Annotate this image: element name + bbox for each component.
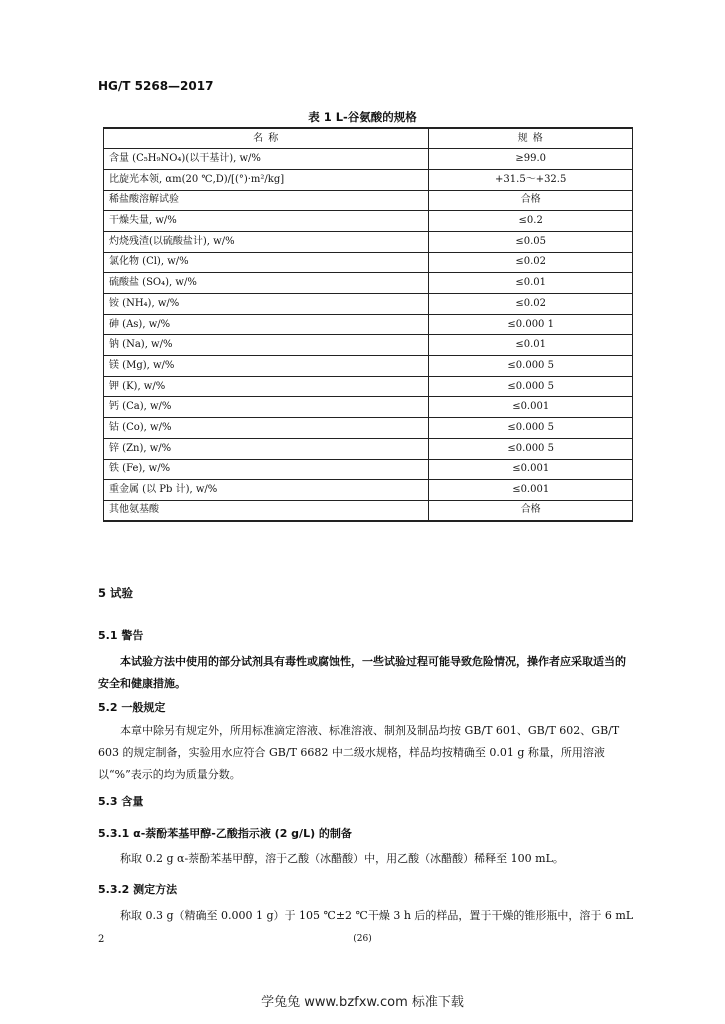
row-item-spec: ≤0.02: [429, 294, 633, 315]
row-item-spec: ≤0.001: [429, 480, 633, 501]
row-item-spec: ≥99.0: [429, 149, 633, 170]
table-row: [104, 418, 633, 439]
row-item-spec: ≤0.02: [429, 252, 633, 273]
watermark-footer: 学兔兔 www.bzfxw.com 标准下载: [261, 995, 464, 1010]
section-5-1-text: 本试验方法中使用的部分试剂具有毒性或腐蚀性，一些试验过程可能导致危险情况，操作者应采取适当的安全和健康措施。: [98, 655, 626, 690]
sequence-number: (26): [353, 934, 372, 944]
standard-code: HG/T 5268—2017: [98, 79, 214, 93]
section-5-3-2-heading: 5.3.2 测定方法: [98, 883, 178, 896]
table-row: [104, 149, 633, 170]
table-row: [104, 459, 633, 480]
table-row: [104, 314, 633, 335]
row-item-name: 硫酸盐 (SO₄), w/%: [104, 273, 429, 294]
row-item-name: 重金属 (以 Pb 计), w/%: [104, 480, 429, 501]
table-row: [104, 231, 633, 252]
section-5-1-heading: 5.1 警告: [98, 629, 144, 642]
table-row: [104, 169, 633, 190]
table-header-row: [104, 128, 633, 149]
row-item-spec: +31.5～+32.5: [429, 169, 633, 190]
row-item-spec: ≤0.000 5: [429, 356, 633, 377]
row-item-name: 镁 (Mg), w/%: [104, 356, 429, 377]
row-item-spec: ≤0.01: [429, 335, 633, 356]
row-item-name: 钙 (Ca), w/%: [104, 397, 429, 418]
row-item-spec: ≤0.000 5: [429, 418, 633, 439]
row-item-name: 其他氨基酸: [104, 500, 429, 521]
section-5-3-1-heading: 5.3.1 α-萘酚苯基甲醇-乙酸指示液 (2 g/L) 的制备: [98, 827, 352, 840]
row-item-spec: ≤0.2: [429, 211, 633, 232]
table-row: [104, 438, 633, 459]
page-number: 2: [98, 934, 105, 945]
row-item-name: 钠 (Na), w/%: [104, 335, 429, 356]
row-item-spec: ≤0.05: [429, 231, 633, 252]
row-item-name: 铁 (Fe), w/%: [104, 459, 429, 480]
row-item-name: 铵 (NH₄), w/%: [104, 294, 429, 315]
section-5-2-text: 本章中除另有规定外，所用标准滴定溶液、标准溶液、制剂及制品均按 GB/T 601、GB/T 602、GB/T 603 的规定制备，实验用水应符合 GB/T 6682 中二级水规格，样品均按精确至 0.01 g 称量，所用溶液以“%”表示的均为质量分数。: [98, 724, 620, 781]
row-item-name: 稀盐酸溶解试验: [104, 190, 429, 211]
row-item-name: 比旋光本领, αm(20 ℃,D)/[(°)·m²/kg]: [104, 169, 429, 190]
row-item-spec: 合格: [429, 190, 633, 211]
table-title: 表 1 L-谷氨酸的规格: [308, 110, 417, 124]
spec-table: [103, 127, 633, 522]
row-item-spec: ≤0.000 1: [429, 314, 633, 335]
row-item-spec: ≤0.001: [429, 397, 633, 418]
section-5-3-1-text: 称取 0.2 g α-萘酚苯基甲醇，溶于乙酸（冰醋酸）中，用乙酸（冰醋酸）稀释至 100 mL。: [120, 852, 564, 865]
section-5-3-2-text: 称取 0.3 g（精确至 0.000 1 g）于 105 ℃±2 ℃干燥 3 h 后的样品，置于干燥的锥形瓶中，溶于 6 mL: [120, 909, 634, 922]
section-5-3-heading: 5.3 含量: [98, 795, 144, 808]
table-row: [104, 294, 633, 315]
row-item-name: 干燥失量, w/%: [104, 211, 429, 232]
row-item-name: 钾 (K), w/%: [104, 376, 429, 397]
row-item-name: 含量 (C₅H₉NO₄)(以干基计), w/%: [104, 149, 429, 170]
table-row: [104, 273, 633, 294]
row-item-spec: ≤0.01: [429, 273, 633, 294]
row-item-spec: 合格: [429, 500, 633, 521]
table-row: [104, 211, 633, 232]
table-row: [104, 376, 633, 397]
row-item-name: 氯化物 (Cl), w/%: [104, 252, 429, 273]
table-row: [104, 356, 633, 377]
row-item-name: 锌 (Zn), w/%: [104, 438, 429, 459]
table-row: [104, 190, 633, 211]
row-item-name: 灼烧残渣(以硫酸盐计), w/%: [104, 231, 429, 252]
table-row: [104, 480, 633, 501]
section-5-heading: 5 试验: [98, 586, 134, 600]
section-5-2-heading: 5.2 一般规定: [98, 701, 166, 714]
table-row: [104, 335, 633, 356]
row-item-name: 钴 (Co), w/%: [104, 418, 429, 439]
table-row: [104, 500, 633, 521]
table-row: [104, 397, 633, 418]
row-item-name: 砷 (As), w/%: [104, 314, 429, 335]
row-item-spec: ≤0.001: [429, 459, 633, 480]
row-item-spec: ≤0.000 5: [429, 376, 633, 397]
col-spec-header: 规 格: [429, 128, 633, 149]
col-name-header: 名 称: [104, 128, 429, 149]
table-row: [104, 252, 633, 273]
row-item-spec: ≤0.000 5: [429, 438, 633, 459]
